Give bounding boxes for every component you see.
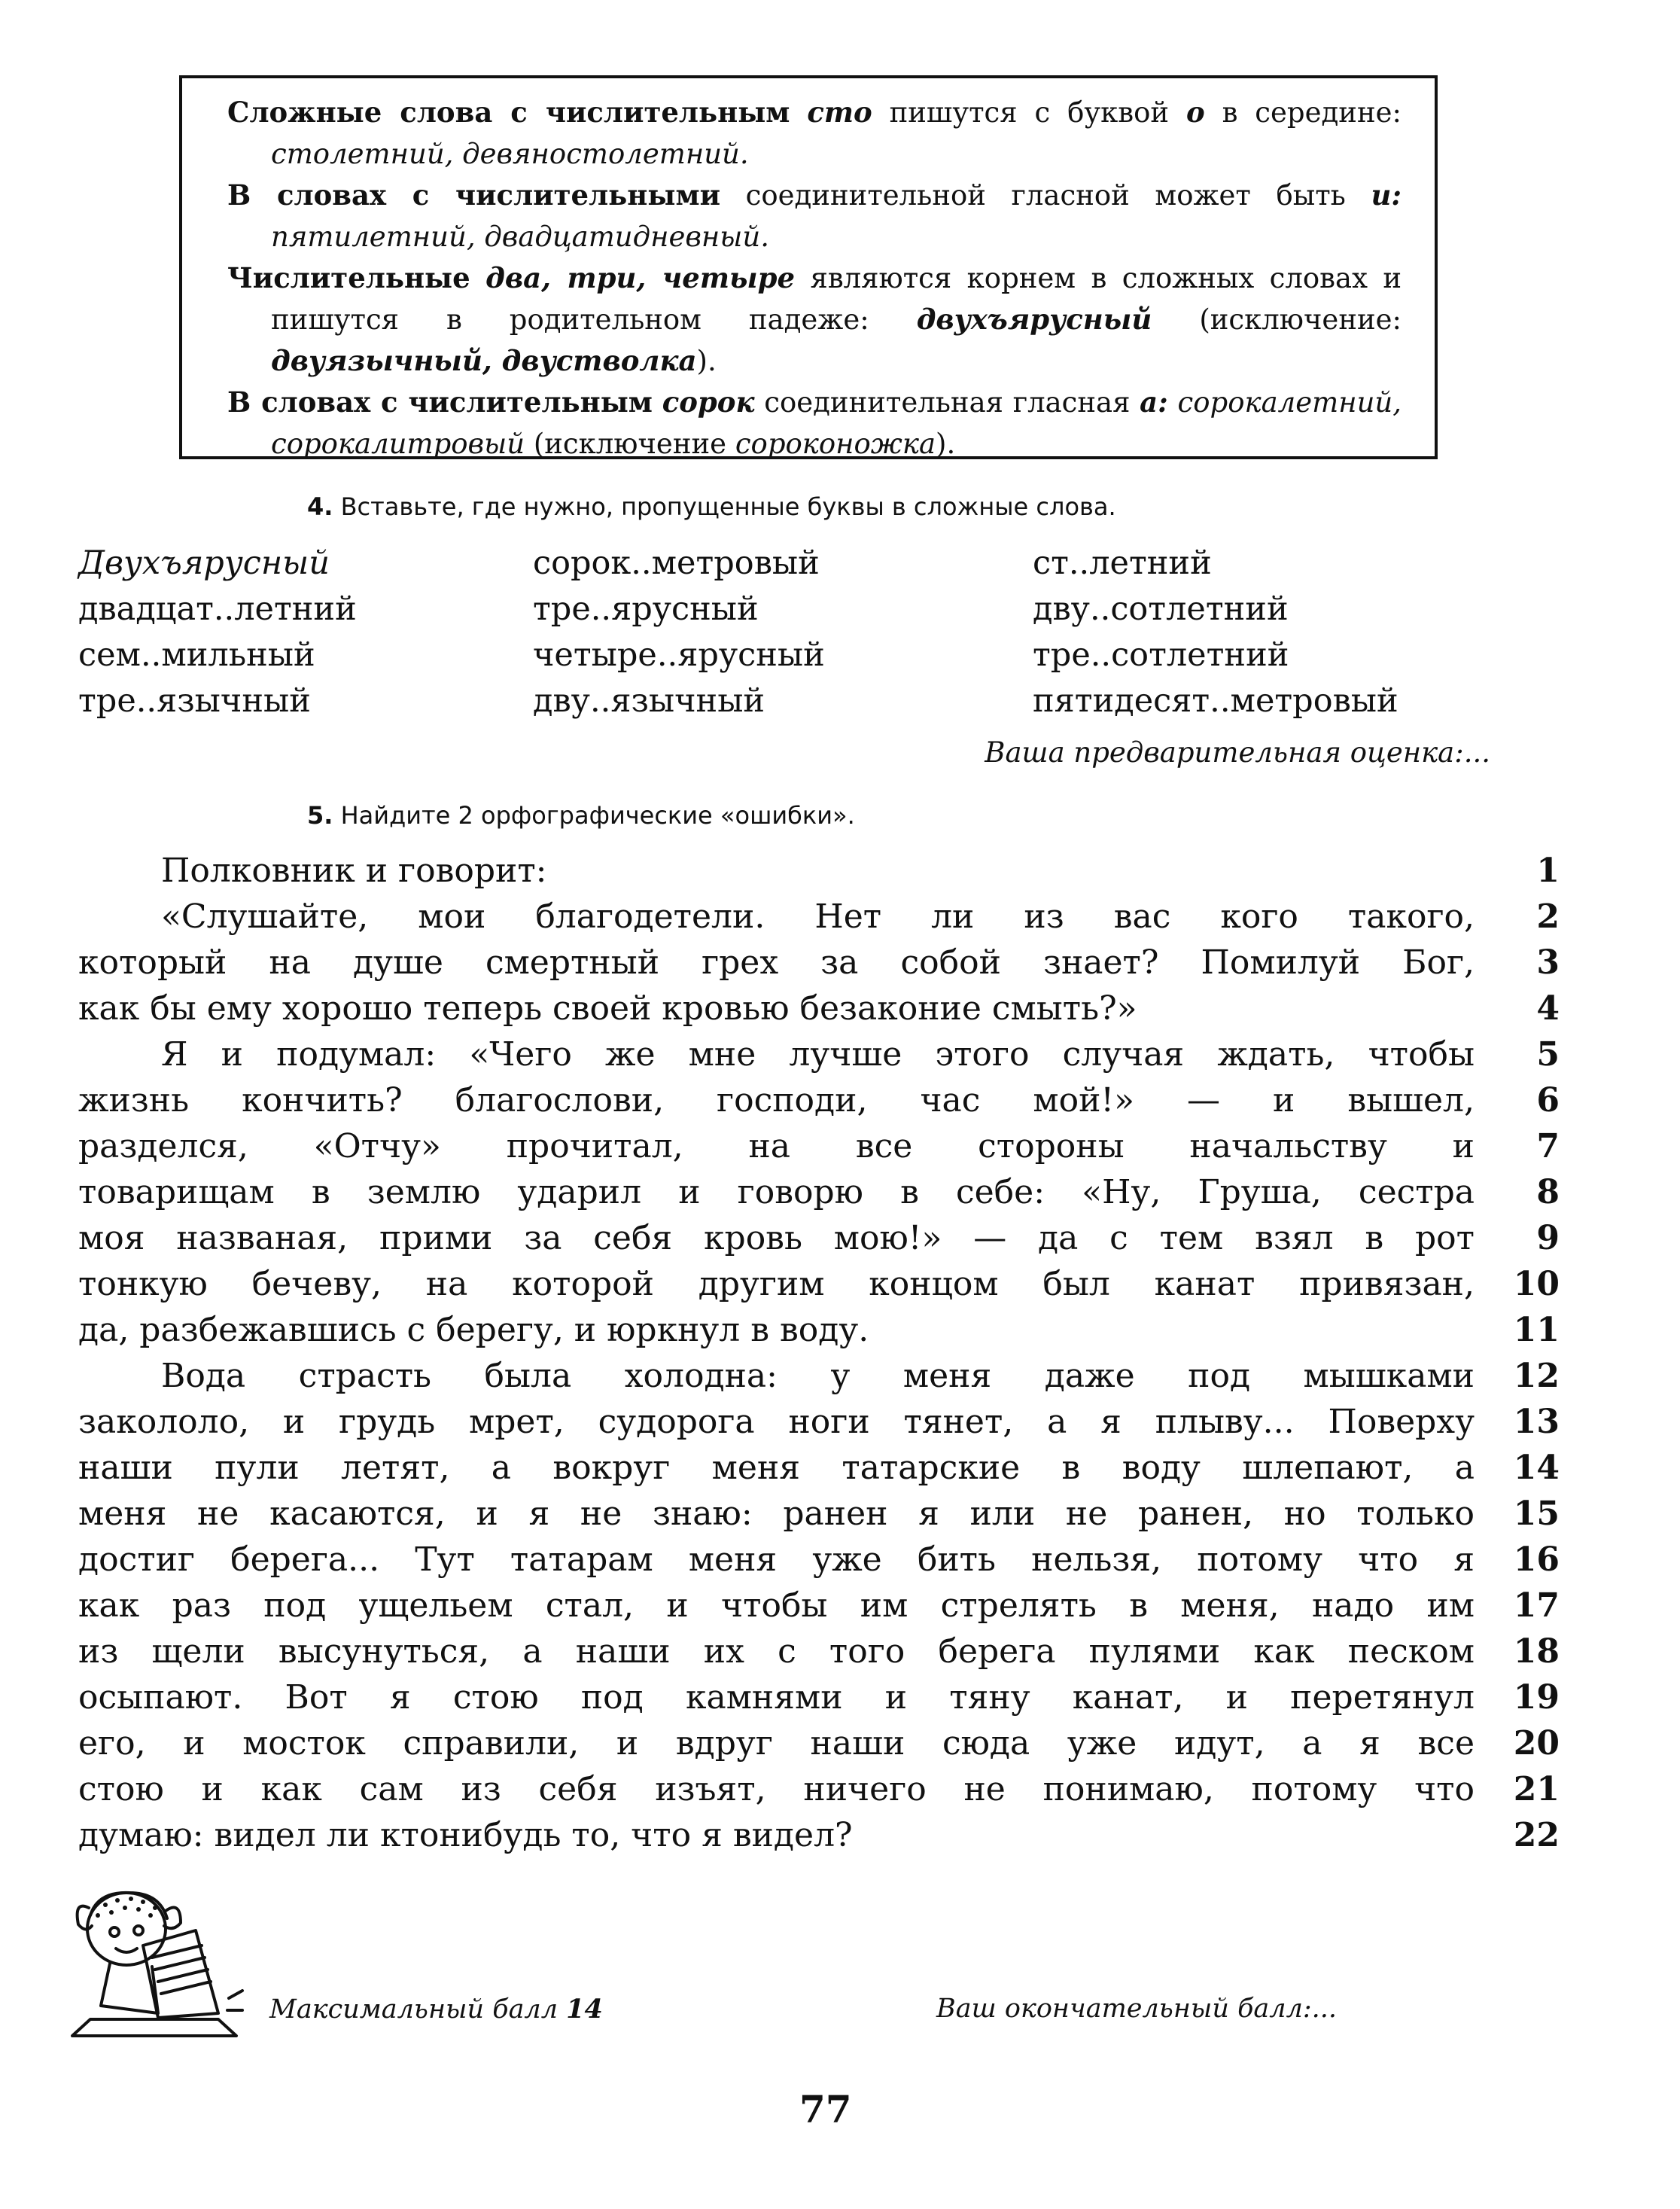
rule-4-letter: а: — [1140, 385, 1168, 419]
word-column-3 — [1033, 541, 1398, 724]
task-4-title — [307, 492, 1116, 521]
passage-line — [78, 1261, 1680, 1307]
line-number: 12 — [1513, 1357, 1560, 1395]
passage-line — [78, 1812, 1680, 1858]
passage-line — [78, 1353, 1680, 1399]
rule-1-examples: столетний, девяностолетний. — [271, 138, 749, 170]
rule-1-text: пишутся с буквой — [889, 96, 1170, 129]
word-item: четыре..ярусный — [533, 636, 825, 674]
line-number: 7 — [1536, 1127, 1560, 1165]
rule-3-exc-close: ). — [696, 345, 717, 377]
line-number: 17 — [1513, 1586, 1560, 1625]
passage-line — [78, 894, 1680, 940]
passage-line-text: Вода страсть была холодна: у меня даже под мышками — [161, 1357, 1475, 1395]
word-item: тре..язычный — [78, 682, 311, 720]
passage-line — [78, 986, 1680, 1031]
passage-line — [78, 1720, 1680, 1766]
word-item: Двухъярусный — [78, 544, 330, 582]
passage-line-text: который на душе смертный грех за собой знает? Помилуй Бог, — [78, 943, 1475, 982]
word-grid — [78, 541, 1493, 727]
passage-line — [78, 1629, 1680, 1674]
passage-line — [78, 1445, 1680, 1491]
passage-line — [78, 940, 1680, 986]
line-number: 6 — [1536, 1081, 1560, 1120]
text-passage — [78, 848, 1680, 1858]
passage-line-text: разделся, «Отчу» прочитал, на все стороны начальству и — [78, 1127, 1475, 1165]
rule-3-exc-open: (исключение: — [1199, 303, 1402, 336]
passage-line-text: наши пули летят, а вокруг меня татарские в воду шлепают, а — [78, 1449, 1475, 1487]
passage-line — [78, 1031, 1680, 1077]
preliminary-score: Ваша предварительная оценка:... — [985, 736, 1490, 769]
word-column-2 — [533, 541, 825, 724]
rule-1 — [227, 92, 1402, 175]
passage-line-text: из щели высунуться, а наши их с того берега пулями как песком — [78, 1632, 1475, 1671]
passage-line — [78, 1215, 1680, 1261]
line-number: 14 — [1513, 1449, 1560, 1487]
passage-line — [78, 1583, 1680, 1629]
passage-line-text: закололо, и грудь мрет, судорога ноги тянет, а я плыву... Поверху — [78, 1403, 1475, 1441]
word-item: дву..сотлетний — [1033, 590, 1289, 628]
girl-reading-book-icon — [68, 1885, 245, 2046]
passage-line — [78, 1307, 1680, 1353]
max-score-value: 14 — [566, 1994, 603, 2025]
passage-line — [78, 1123, 1680, 1169]
passage-line — [78, 1537, 1680, 1583]
line-number: 21 — [1513, 1770, 1560, 1808]
rule-2 — [227, 175, 1402, 257]
passage-line-text: достиг берега... Тут татарам меня уже бить нельзя, потому что я — [78, 1540, 1475, 1579]
rule-3-example: двухъярусный — [916, 303, 1152, 336]
passage-line — [78, 1169, 1680, 1215]
rule-1-numeral: сто — [807, 96, 872, 129]
rule-4-exc-close: ). — [936, 428, 956, 460]
line-number: 19 — [1513, 1678, 1560, 1717]
word-item: ст..летний — [1033, 544, 1212, 582]
passage-line — [78, 848, 1680, 894]
rule-3-numerals: два, три, четыре — [485, 261, 796, 294]
line-number: 13 — [1513, 1403, 1560, 1441]
task-4-instruction: Вставьте, где нужно, пропущенные буквы в сложные слова. — [340, 492, 1116, 521]
rule-2-examples: пятилетний, двадцатидневный. — [271, 221, 769, 253]
passage-line-text: меня не касаются, и я не знаю: ранен я или не ранен, но только — [78, 1495, 1475, 1533]
line-number: 18 — [1513, 1632, 1560, 1671]
line-number: 11 — [1513, 1311, 1560, 1349]
rule-4-bold: В словах с числительным — [227, 385, 653, 419]
passage-line-text: жизнь кончить? благослови, господи, час мой!» — и вышел, — [78, 1081, 1475, 1120]
max-score — [269, 1994, 603, 2025]
rule-4-exception: сороконожка — [735, 428, 936, 460]
word-item: пятидесят..метровый — [1033, 682, 1398, 720]
line-number: 16 — [1513, 1540, 1560, 1579]
word-item: тре..ярусный — [533, 590, 759, 628]
rule-1-bold: Сложные слова с числительным — [227, 96, 790, 129]
word-column-1 — [78, 541, 357, 724]
passage-line-text: его, и мосток справили, и вдруг наши сюда уже идут, а я все — [78, 1724, 1475, 1763]
word-item: дву..язычный — [533, 682, 765, 720]
passage-line-text: стою и как сам из себя изъят, ничего не понимаю, потому что — [78, 1770, 1475, 1808]
rule-1-text2: в середине: — [1222, 96, 1402, 129]
word-item: тре..сотлетний — [1033, 636, 1289, 674]
rule-4 — [227, 382, 1402, 465]
task-5-instruction: Найдите 2 орфографические «ошибки». — [340, 801, 855, 830]
passage-line-text: товарищам в землю ударил и говорю в себе: «Ну, Груша, сестра — [78, 1173, 1475, 1211]
passage-line-text: Я и подумал: «Чего же мне лучше этого случая ждать, чтобы — [161, 1035, 1475, 1074]
rule-1-letter: о — [1185, 96, 1205, 129]
line-number: 5 — [1536, 1035, 1560, 1074]
passage-line — [78, 1766, 1680, 1812]
task-5-number: 5. — [307, 801, 333, 830]
max-score-label: Максимальный балл — [269, 1994, 558, 2025]
word-item: сем..мильный — [78, 636, 315, 674]
line-number: 10 — [1513, 1265, 1560, 1303]
line-number: 22 — [1513, 1816, 1560, 1854]
rule-2-bold: В словах с числительными — [227, 178, 721, 212]
line-number: 4 — [1536, 989, 1560, 1028]
rule-4-numeral: сорок — [662, 385, 755, 419]
rule-3-exceptions: двуязычный, двустволка — [271, 344, 697, 377]
line-number: 2 — [1536, 897, 1560, 936]
page-number: 77 — [799, 2087, 852, 2131]
passage-line — [78, 1491, 1680, 1537]
passage-line-text: Полковник и говорит: — [161, 852, 547, 890]
passage-line-text: осыпают. Вот я стою под камнями и тяну канат, и перетянул — [78, 1678, 1475, 1717]
rule-4-text: соединительная гласная — [764, 386, 1131, 419]
line-number: 20 — [1513, 1724, 1560, 1763]
final-score: Ваш окончательный балл:... — [936, 1994, 1338, 2024]
rules-box — [179, 75, 1438, 459]
rule-2-text: соединительной гласной может быть — [745, 179, 1346, 212]
rule-3 — [227, 257, 1402, 382]
task-4-number: 4. — [307, 492, 333, 521]
passage-line — [78, 1077, 1680, 1123]
passage-line — [78, 1399, 1680, 1445]
word-item: двадцат..летний — [78, 590, 357, 628]
line-number: 1 — [1536, 852, 1560, 890]
line-number: 3 — [1536, 943, 1560, 982]
rule-3-bold: Числительные — [227, 261, 470, 294]
passage-line-text: моя названая, прими за себя кровь мою!» — да с тем взял в рот — [78, 1219, 1475, 1257]
task-5-title — [307, 801, 855, 830]
word-item: сорок..метровый — [533, 544, 820, 582]
line-number: 15 — [1513, 1495, 1560, 1533]
passage-line-text: тонкую бечеву, на которой другим концом был канат привязан, — [78, 1265, 1475, 1303]
passage-line-text: да, разбежавшись с берегу, и юркнул в воду. — [78, 1311, 869, 1349]
passage-line-text: думаю: видел ли ктонибудь то, что я видел? — [78, 1816, 853, 1854]
rule-3-text: являются корнем в сложных словах и пишутся в родительном падеже: — [271, 262, 1402, 336]
passage-line-text: «Слушайте, мои благодетели. Нет ли из вас кого такого, — [161, 897, 1475, 936]
rule-4-examples: сорокалетний, сорокалитровый — [271, 386, 1402, 460]
rule-4-exc-open: (исключение — [533, 428, 727, 460]
rule-2-letter: и: — [1371, 178, 1402, 212]
passage-line — [78, 1674, 1680, 1720]
line-number: 9 — [1536, 1219, 1560, 1257]
passage-line-text: как бы ему хорошо теперь своей кровью безаконие смыть?» — [78, 989, 1137, 1028]
line-number: 8 — [1536, 1173, 1560, 1211]
passage-line-text: как раз под ущельем стал, и чтобы им стрелять в меня, надо им — [78, 1586, 1475, 1625]
